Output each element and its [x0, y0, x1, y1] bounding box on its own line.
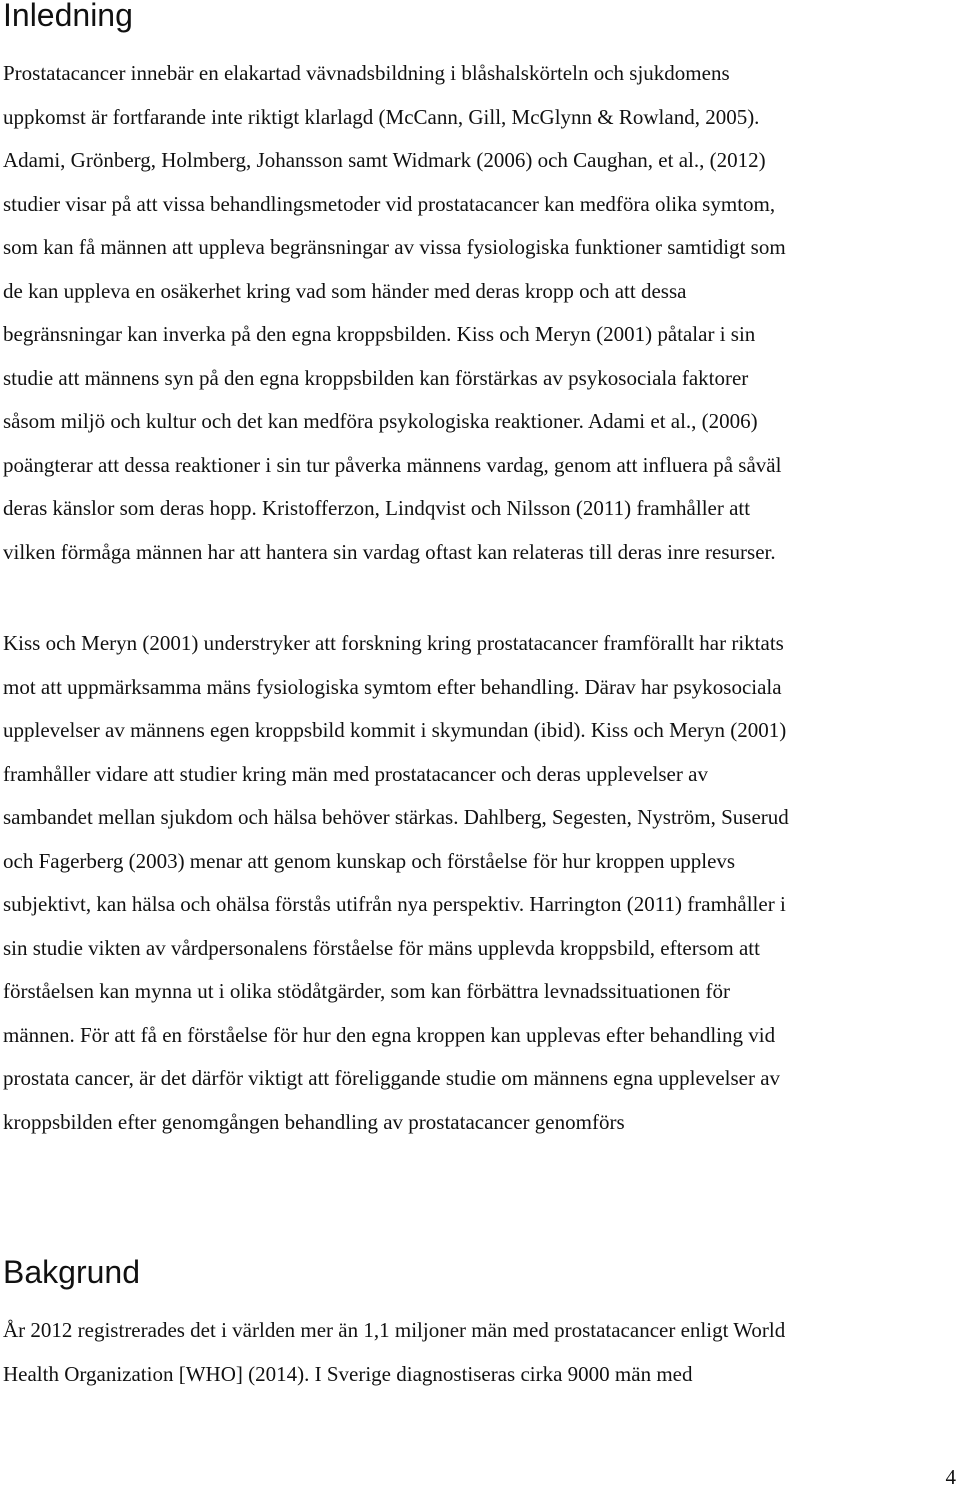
paragraph-inledning-2	[3, 622, 958, 1144]
text-line: förståelsen kan mynna ut i olika stödåtgärder, som kan förbättra levnadssituationen för	[3, 979, 730, 1003]
text-line: begränsningar kan inverka på den egna kroppsbilden. Kiss och Meryn (2001) påtalar i sin	[3, 322, 756, 346]
text-line: Adami, Grönberg, Holmberg, Johansson samt Widmark (2006) och Caughan, et al., (2012)	[3, 148, 766, 172]
text-line: kroppsbilden efter genomgången behandling av prostatacancer genomförs	[3, 1109, 625, 1134]
text-line: männen. För att få en förståelse för hur den egna kroppen kan upplevas efter behandling vid	[3, 1022, 776, 1047]
text-line: och Fagerberg (2003) menar att genom kunskap och förståelse för hur kroppen upplevs	[3, 848, 736, 873]
text-line: subjektivt, kan hälsa och ohälsa förstås utifrån nya perspektiv. Harrington (2011) framhåller i	[3, 892, 786, 916]
text-line: vilken förmåga männen har att hantera sin vardag oftast kan relateras till deras inre resurser.	[3, 539, 776, 564]
paragraph-inledning-1	[3, 52, 958, 574]
text-line: Kiss och Meryn (2001) understryker att forskning kring prostatacancer framförallt har riktats	[3, 631, 784, 655]
text-line: mot att uppmärksamma mäns fysiologiska symtom efter behandling. Därav har psykosociala	[3, 674, 782, 699]
text-line: som kan få männen att uppleva begränsningar av vissa fysiologiska funktioner samtidigt som	[3, 235, 786, 259]
text-line: sin studie vikten av vårdpersonalens förståelse för mäns upplevda kroppsbild, eftersom att	[3, 935, 760, 960]
text-line: såsom miljö och kultur och det kan medföra psykologiska reaktioner. Adami et al., (2006)	[3, 409, 758, 433]
text-line: studie att männens syn på den egna kroppsbilden kan förstärkas av psykosociala faktorer	[3, 365, 749, 390]
paragraph-bakgrund-1	[3, 1309, 958, 1396]
text-line: Health Organization [WHO] (2014). I Sverige diagnostiseras cirka 9000 män med	[3, 1361, 693, 1386]
text-line: framhåller vidare att studier kring män med prostatacancer och deras upplevelser av	[3, 761, 708, 786]
text-line: sambandet mellan sjukdom och hälsa behöver stärkas. Dahlberg, Segesten, Nyström, Suserud	[3, 805, 789, 829]
text-line: de kan uppleva en osäkerhet kring vad som händer med deras kropp och att dessa	[3, 278, 687, 303]
text-line: prostata cancer, är det därför viktigt att föreliggande studie om männens egna upplevelser av	[3, 1066, 781, 1090]
page-number: 4	[945, 1465, 956, 1489]
section-heading-inledning: Inledning	[3, 0, 133, 33]
text-line: uppkomst är fortfarande inte riktigt klarlagd (McCann, Gill, McGlynn & Rowland, 2005).	[3, 104, 760, 129]
section-heading-bakgrund: Bakgrund	[3, 1254, 140, 1290]
text-line: poängterar att dessa reaktioner i sin tur påverka männens vardag, genom att influera på såväl	[3, 452, 782, 477]
text-line: upplevelser av männens egen kroppsbild kommit i skymundan (ibid). Kiss och Meryn (2001)	[3, 718, 787, 742]
text-line: deras känslor som deras hopp. Kristofferzon, Lindqvist och Nilsson (2011) framhåller att	[3, 496, 751, 520]
text-line: Prostatacancer innebär en elakartad vävnadsbildning i blåshalskörteln och sjukdomens	[3, 61, 730, 85]
text-line: År 2012 registrerades det i världen mer än 1,1 miljoner män med prostatacancer enligt World	[3, 1318, 786, 1342]
text-line: studier visar på att vissa behandlingsmetoder vid prostatacancer kan medföra olika symtom,	[3, 191, 776, 216]
